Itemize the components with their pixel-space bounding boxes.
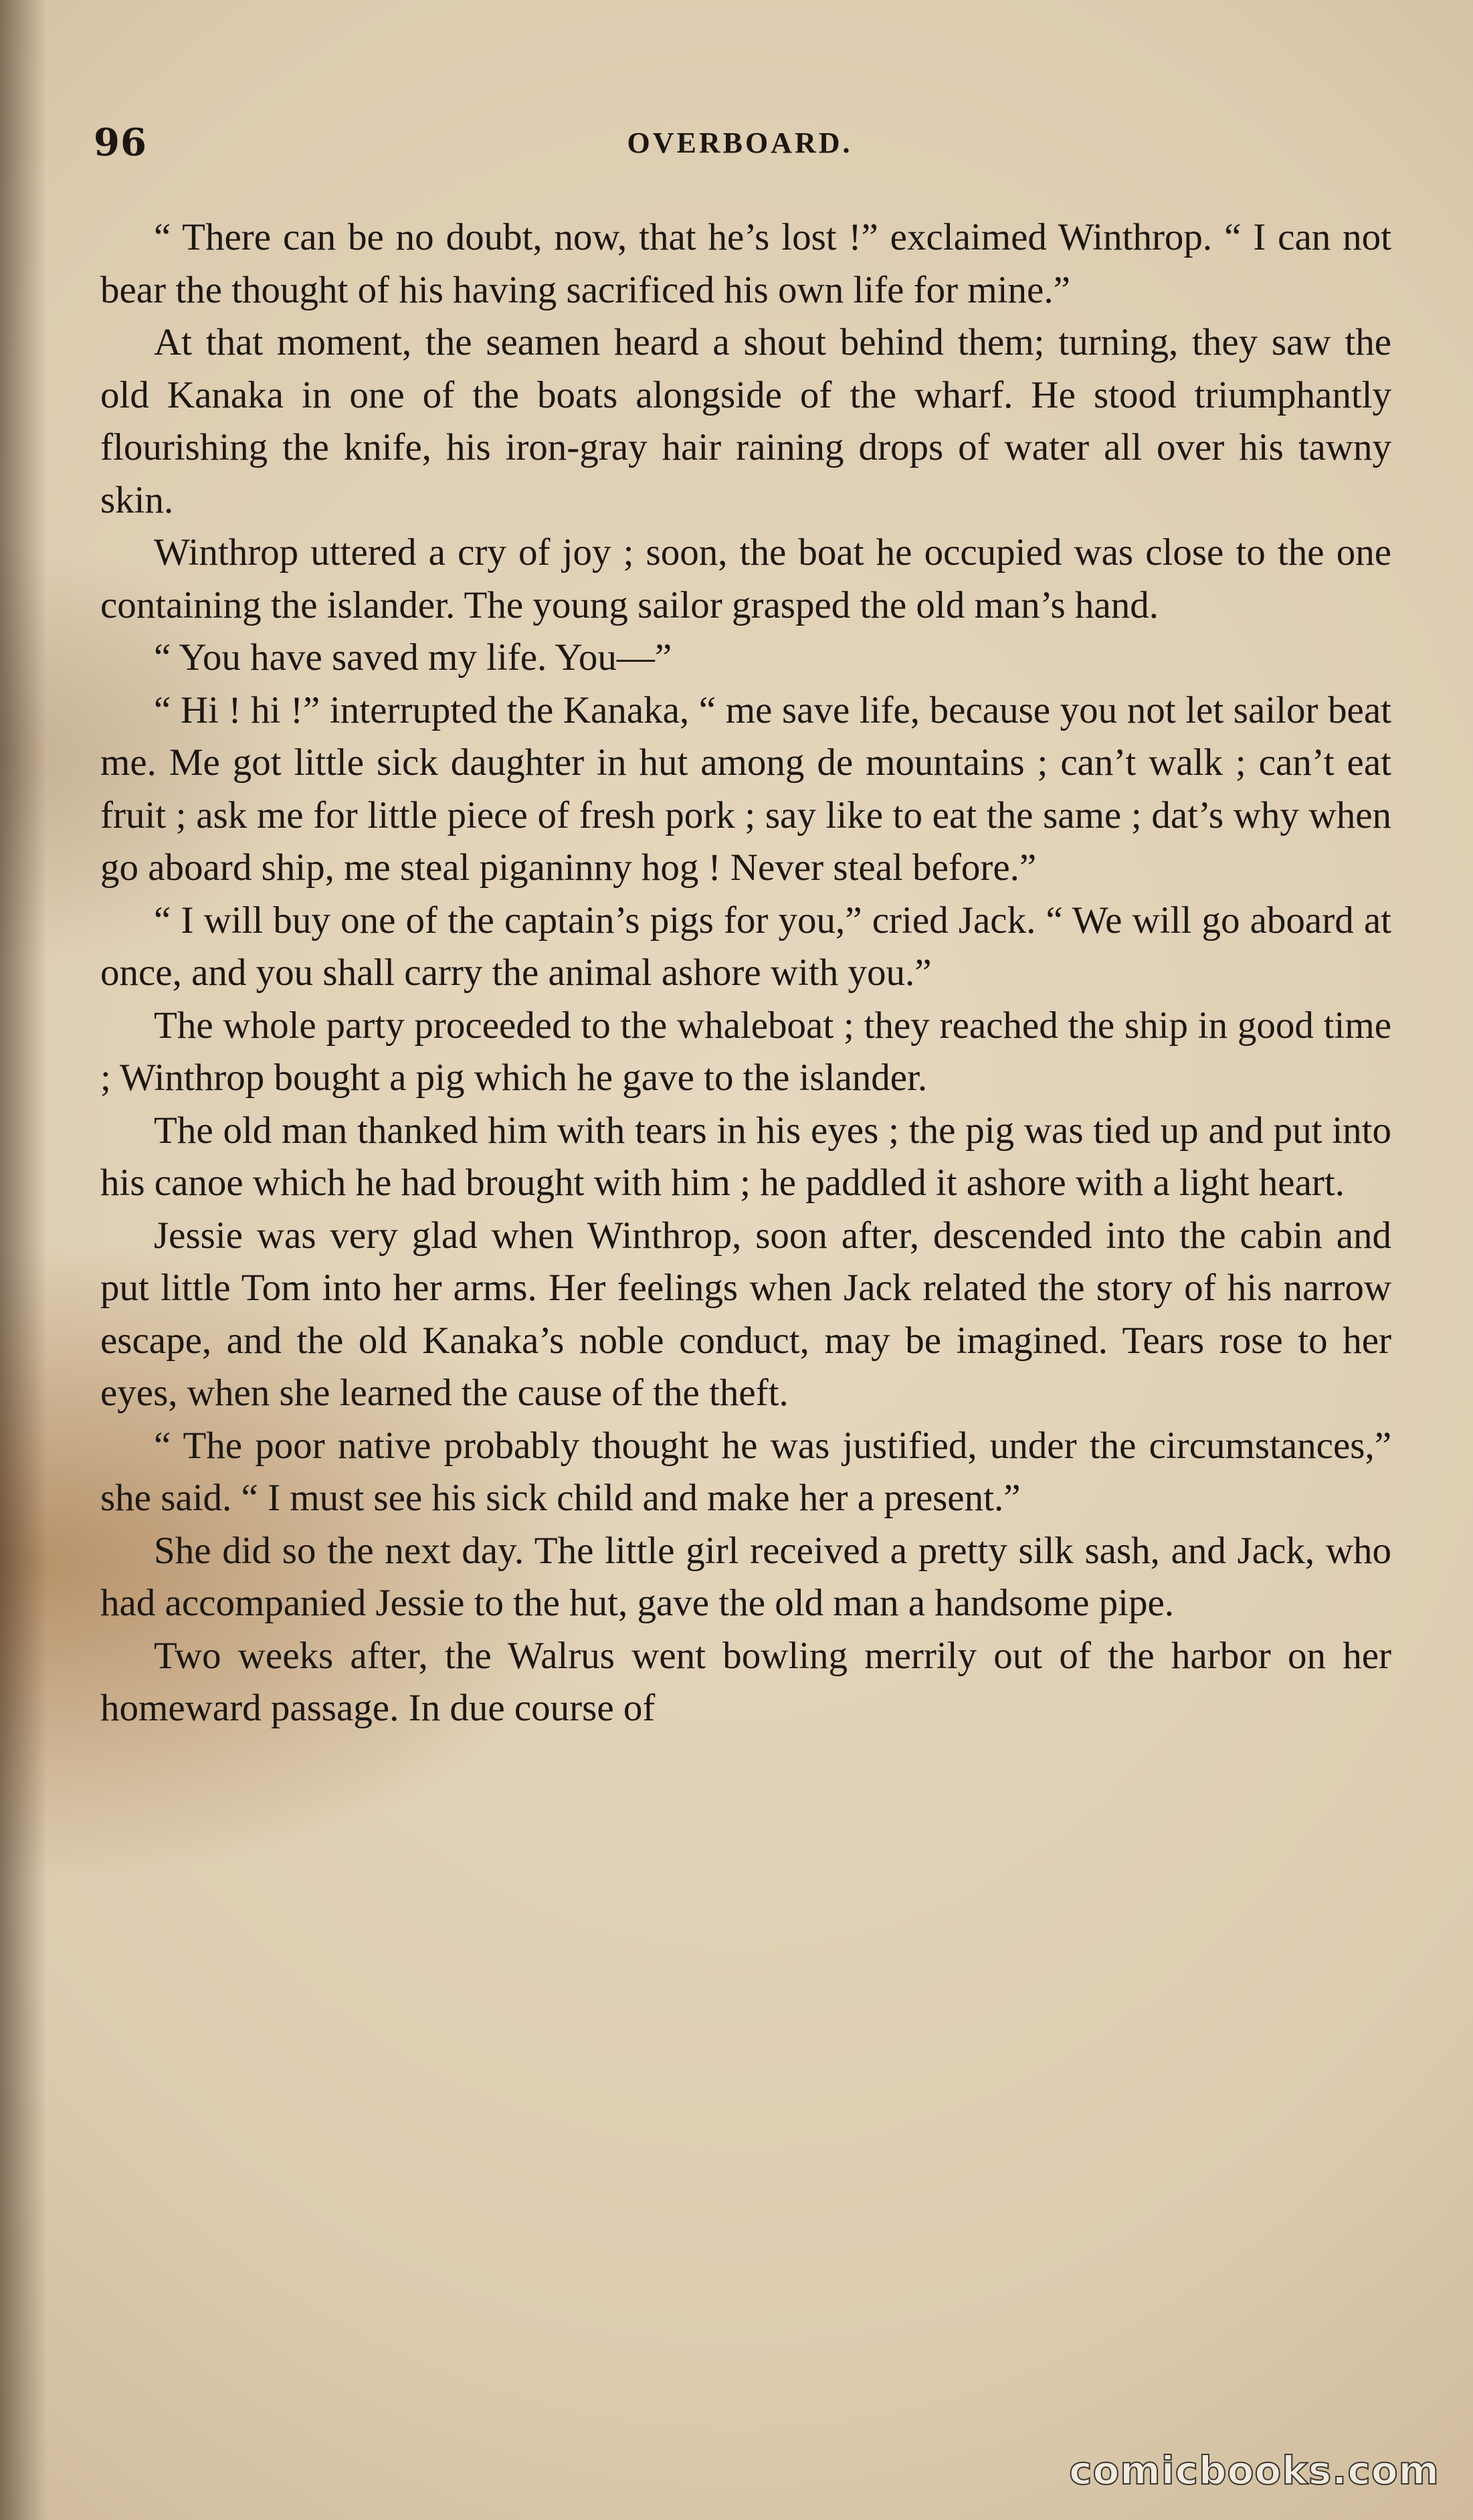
page-header — [94, 120, 1386, 174]
body-text — [100, 211, 1391, 1735]
paragraph: Jessie was very glad when Winthrop, soon after, descended into the cabin and put little Tom into her arms. Her feelings when Jack related the story of his narrow escape, and the old Kanaka’s noble conduct, may be imagined. Tears rose to her eyes, when she learned the cause of the theft. — [100, 1214, 1391, 1414]
paragraph: “ There can be no doubt, now, that he’s lost !” exclaimed Winthrop. “ I can not bear the thought of his having sacrificed his own life for mine.” — [100, 216, 1391, 311]
paragraph: The whole party proceeded to the whaleboat ; they reached the ship in good time ; Winthrop bought a pig which he gave to the islander. — [100, 1004, 1391, 1099]
watermark: comicbooks.com — [1069, 2448, 1440, 2493]
paragraph: At that moment, the seamen heard a shout behind them; turning, they saw the old Kanaka in one of the boats alongside of the wharf. He stood triumphantly flourishing the knife, his iron-gray hair raining drops of water all over his tawny skin. — [100, 321, 1391, 521]
paragraph: “ The poor native probably thought he was justified, under the circumstances,” she said. “ I must see his sick child and make her a present.” — [100, 1424, 1391, 1519]
page-gutter-shadow — [0, 0, 47, 2520]
paragraph: Two weeks after, the Walrus went bowling merrily out of the harbor on her homeward passage. In due course of — [100, 1634, 1391, 1729]
paragraph: Winthrop uttered a cry of joy ; soon, the boat he occupied was close to the one containing the islander. The young sailor grasped the old man’s hand. — [100, 531, 1391, 626]
running-head: OVERBOARD. — [627, 126, 853, 159]
page-number: 96 — [94, 120, 147, 165]
paragraph: She did so the next day. The little girl received a pretty silk sash, and Jack, who had accompanied Jessie to the hut, gave the old man a handsome pipe. — [100, 1529, 1391, 1624]
paragraph: “ You have saved my life. You—” — [154, 636, 672, 679]
paragraph: The old man thanked him with tears in his eyes ; the pig was tied up and put into his canoe which he had brought with him ; he paddled it ashore with a light heart. — [100, 1109, 1391, 1204]
paragraph: “ Hi ! hi !” interrupted the Kanaka, “ me save life, because you not let sailor beat me. Me got little sick daughter in hut among de mountains ; can’t walk ; can’t eat fruit ; ask me for little piece of fresh pork ; say like to eat the same ; dat’s why when go aboard ship, me steal piganinny hog ! Never steal before.” — [100, 689, 1391, 889]
paragraph: “ I will buy one of the captain’s pigs for you,” cried Jack. “ We will go aboard at once, and you shall carry the animal ashore with you.” — [100, 899, 1391, 994]
